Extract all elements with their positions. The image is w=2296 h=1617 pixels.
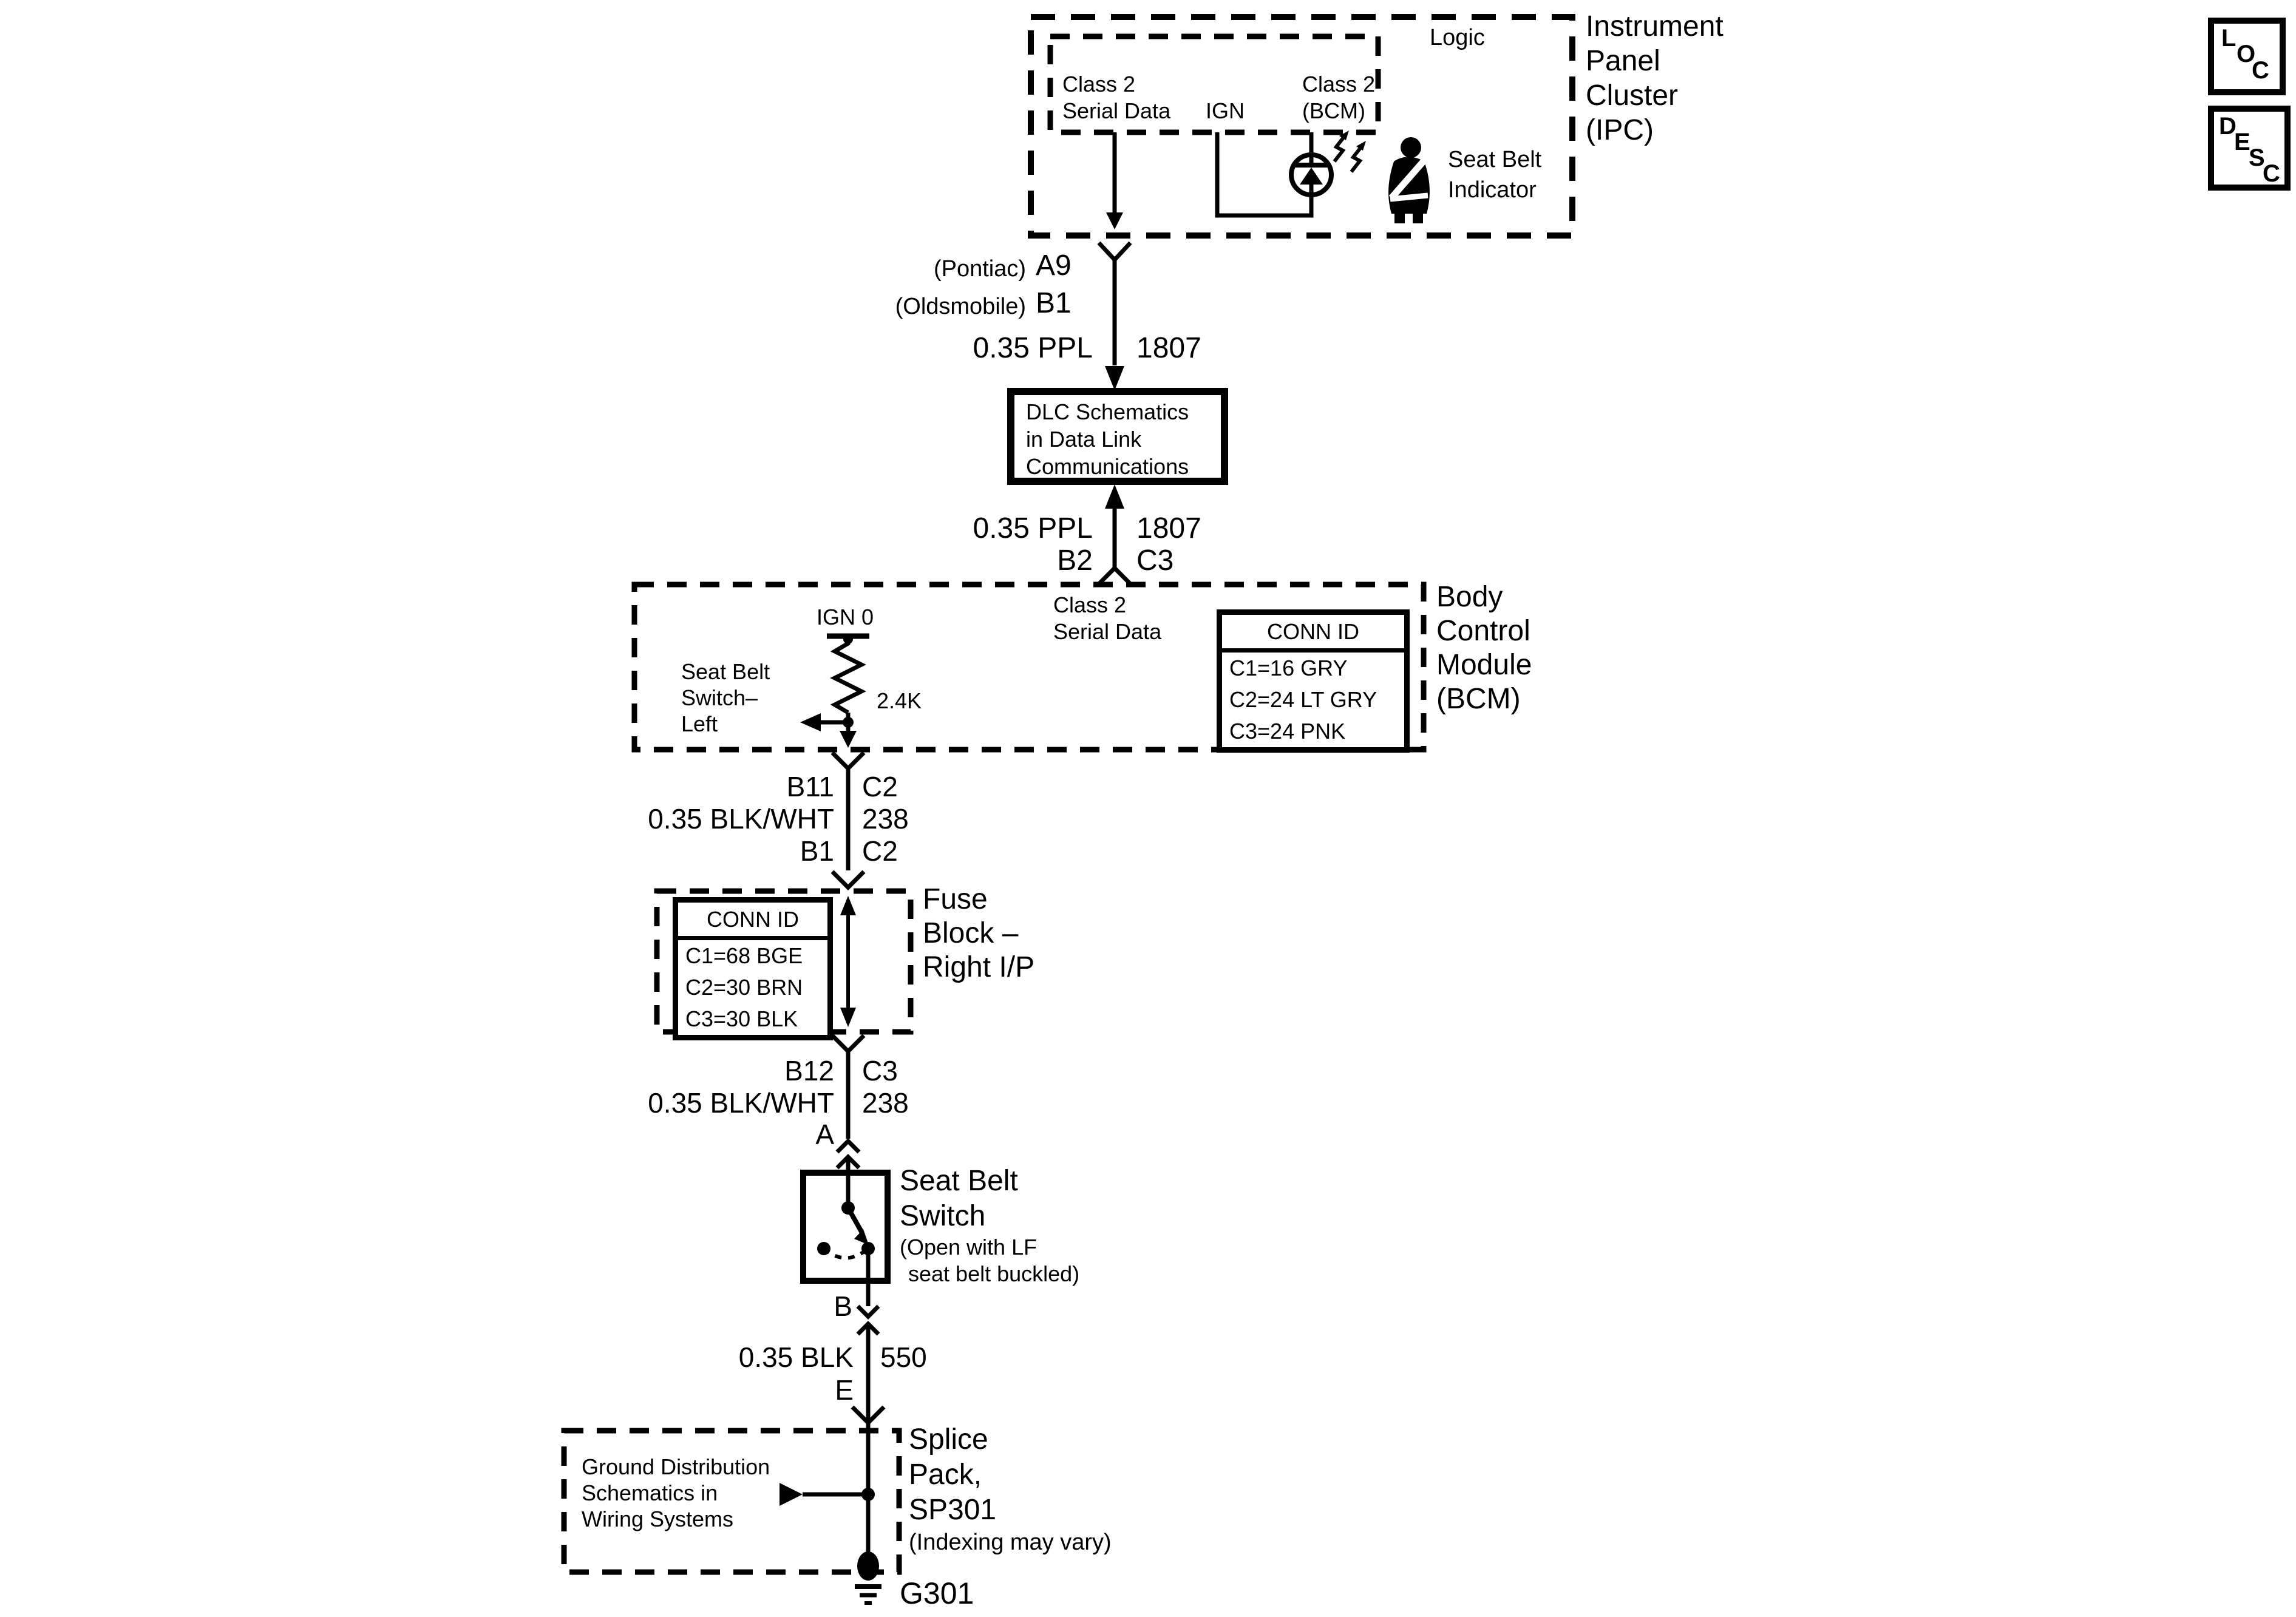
wire-spec: 0.35 PPL xyxy=(973,512,1093,544)
loc-letter: C xyxy=(2252,57,2269,84)
loc-letter: L xyxy=(2221,25,2237,52)
ipc-title: Panel xyxy=(1586,45,1660,77)
pin-label: B1 xyxy=(800,835,834,867)
pin-label: B12 xyxy=(784,1055,834,1086)
seat-belt-indicator-label: Seat Belt xyxy=(1448,147,1542,172)
conn-id-table-fuse xyxy=(673,897,833,1040)
switch-title: Seat Belt xyxy=(900,1165,1018,1197)
ign0-label: IGN 0 xyxy=(817,605,874,629)
connector-fork xyxy=(832,753,864,768)
pass-through-arrow xyxy=(840,896,856,1027)
ground-label: G301 xyxy=(900,1576,974,1610)
connector-fork xyxy=(1099,243,1130,260)
conn-id-row: C1=68 BGE xyxy=(685,943,803,968)
conn-id-header: CONN ID xyxy=(1222,615,1404,653)
conn-id-table-bcm xyxy=(1217,609,1410,753)
conn-id-header: CONN ID xyxy=(678,903,827,940)
class2-serial-label: Class 2 xyxy=(1053,592,1127,617)
connector-fork xyxy=(832,1036,864,1051)
ground-ref: Ground Distribution xyxy=(582,1454,770,1479)
splice-title: Pack, xyxy=(909,1459,982,1491)
loc-letter: O xyxy=(2237,41,2256,67)
arrowhead xyxy=(1105,366,1124,390)
logic-label: Logic xyxy=(1430,25,1485,50)
loc-button[interactable] xyxy=(2208,18,2286,95)
circuit-number: 1807 xyxy=(1136,512,1201,544)
pin-label: B xyxy=(834,1290,852,1322)
pin-label: E xyxy=(835,1374,854,1406)
conn-id-row: C2=24 LT GRY xyxy=(1229,687,1377,712)
pin-label: C3 xyxy=(1136,544,1174,577)
conn-id-row: C3=30 BLK xyxy=(685,1006,798,1031)
circuit-number: 238 xyxy=(862,803,909,835)
wire-spec: 0.35 BLK/WHT xyxy=(648,1087,834,1119)
lightning-icon xyxy=(1334,131,1366,172)
desc-letter: S xyxy=(2249,144,2265,171)
pin-label: B2 xyxy=(1057,544,1093,577)
reference-arrow xyxy=(779,1483,875,1506)
connector-fork xyxy=(1099,568,1130,584)
pin-label: C2 xyxy=(862,771,898,802)
ipc-title: Cluster xyxy=(1586,80,1679,112)
wire-spec: 0.35 BLK xyxy=(738,1341,854,1373)
ground-symbol xyxy=(855,1551,881,1603)
fuse-block-title: Block – xyxy=(923,917,1019,949)
bcm-title: Module xyxy=(1436,649,1532,681)
arrowhead xyxy=(840,731,857,748)
seat-belt-indicator-label: Indicator xyxy=(1448,177,1537,203)
wiper-arrow xyxy=(800,713,854,731)
bcm-switch-label: Left xyxy=(681,711,718,736)
dlc-ref: in Data Link xyxy=(1026,427,1142,452)
make-note: (Pontiac) xyxy=(933,256,1026,282)
conn-id-row: C1=16 GRY xyxy=(1229,656,1348,680)
bcm-title: Body xyxy=(1436,581,1503,613)
dlc-ref: Communications xyxy=(1026,454,1189,479)
pin-label: C2 xyxy=(862,835,898,867)
desc-letter: E xyxy=(2234,129,2250,155)
desc-letter: C xyxy=(2263,160,2280,187)
ipc-title: Instrument xyxy=(1586,10,1724,42)
fuse-block-title: Right I/P xyxy=(923,951,1035,983)
splice-note: (Indexing may vary) xyxy=(909,1530,1112,1555)
bcm-switch-label: Seat Belt xyxy=(681,659,770,684)
dlc-ref: DLC Schematics xyxy=(1026,399,1189,424)
fuse-block-title: Fuse xyxy=(923,883,988,915)
bcm-title: (BCM) xyxy=(1436,683,1521,715)
conn-id-row: C2=30 BRN xyxy=(685,975,803,1000)
desc-button[interactable] xyxy=(2208,106,2291,191)
class2-bcm-label: (BCM) xyxy=(1302,98,1365,123)
class2-serial-label: Serial Data xyxy=(1062,98,1171,123)
conn-id-row: C3=24 PNK xyxy=(1229,719,1346,744)
desc-letter: D xyxy=(2219,113,2237,140)
splice-title: SP301 xyxy=(909,1494,997,1526)
bcm-title: Control xyxy=(1436,615,1530,647)
ign-wire xyxy=(1217,132,1311,215)
make-note: (Oldsmobile) xyxy=(895,294,1026,319)
bcm-switch-label: Switch– xyxy=(681,685,758,710)
connector-fork xyxy=(832,872,864,887)
circuit-number: 550 xyxy=(880,1341,927,1373)
arrowhead xyxy=(1106,212,1123,229)
circuit-number: 238 xyxy=(862,1087,909,1119)
resistor-value: 2.4K xyxy=(877,688,922,713)
wire-spec: 0.35 PPL xyxy=(973,332,1093,364)
pin-label: B1 xyxy=(1036,287,1072,319)
class2-bcm-label: Class 2 xyxy=(1302,72,1376,97)
seat-belt-person-icon xyxy=(1388,137,1430,223)
splice-title: Splice xyxy=(909,1423,988,1456)
class2-serial-label: Class 2 xyxy=(1062,72,1136,97)
circuit-number: 1807 xyxy=(1136,332,1201,364)
pin-label: A xyxy=(815,1119,834,1150)
seat-belt-switch-box xyxy=(803,1173,888,1281)
switch-note: seat belt buckled) xyxy=(908,1261,1080,1286)
class2-serial-label: Serial Data xyxy=(1053,619,1162,644)
ground-ref: Wiring Systems xyxy=(582,1507,734,1531)
ground-ref: Schematics in xyxy=(582,1480,718,1505)
resistor-symbol xyxy=(827,634,869,713)
wire-spec: 0.35 BLK/WHT xyxy=(648,803,834,835)
ipc-title: (IPC) xyxy=(1586,114,1654,146)
pin-label: B11 xyxy=(786,771,834,802)
pin-label: C3 xyxy=(862,1055,898,1086)
pin-label: A9 xyxy=(1036,249,1072,282)
ign-label: IGN xyxy=(1206,98,1245,123)
switch-note: (Open with LF xyxy=(900,1235,1038,1259)
switch-title: Switch xyxy=(900,1200,986,1232)
